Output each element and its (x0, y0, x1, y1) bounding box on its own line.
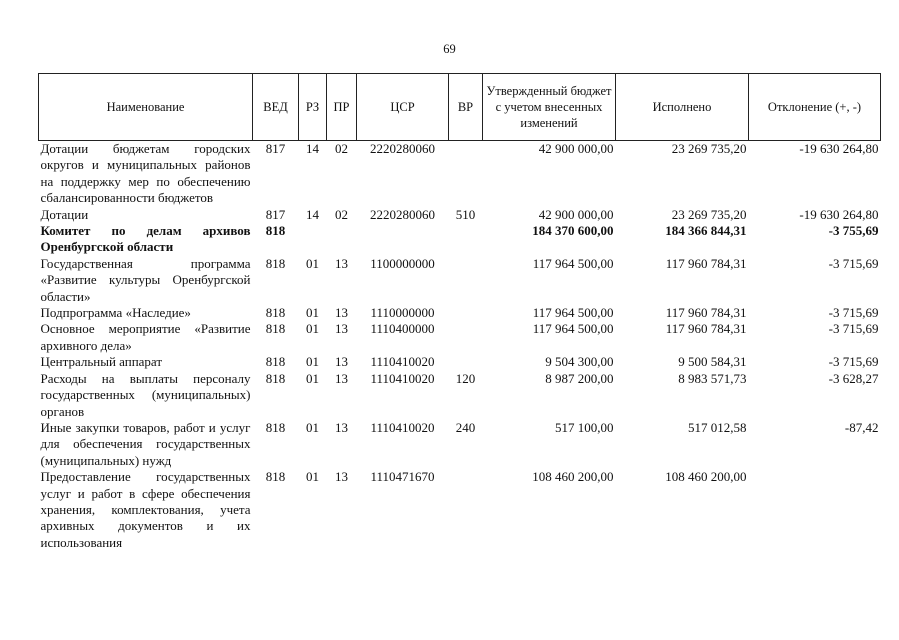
cell-pr: 13 (335, 419, 348, 435)
table-row (39, 321, 881, 354)
cell-budget: 108 460 200,00 (532, 469, 614, 485)
cell-vr (449, 469, 483, 551)
cell-deviation: -3 755,69 (828, 223, 879, 239)
cell-csr: 1110410020 (370, 370, 435, 386)
cell-budget: 117 964 500,00 (532, 321, 614, 337)
cell-rz (299, 223, 327, 256)
cell-vr (449, 354, 483, 370)
cell-ved: 818 (265, 255, 286, 271)
table-row (39, 256, 881, 305)
cell-rz: 01 (306, 321, 319, 337)
cell-executed: 117 960 784,31 (665, 255, 747, 271)
cell-budget: 117 964 500,00 (532, 255, 614, 271)
cell-name: Иные закупки товаров, работ и услуг для обеспечения государственных (муниципальных) нужд (40, 419, 251, 468)
cell-name: Расходы на выплаты персоналу государственных (муниципальных) органов (40, 370, 251, 419)
cell-ved: 818 (265, 370, 286, 386)
cell-ved: 817 (265, 206, 286, 222)
cell-ved: 818 (265, 354, 286, 370)
table-row (39, 223, 881, 256)
cell-rz: 01 (306, 354, 319, 370)
cell-ved: 817 (265, 141, 286, 156)
cell-deviation: -19 630 264,80 (799, 206, 879, 222)
budget-execution-table (38, 73, 881, 551)
header-executed: Исполнено (616, 74, 749, 141)
cell-vr: 120 (455, 370, 476, 386)
cell-rz: 01 (306, 419, 319, 435)
table-header (39, 74, 881, 141)
cell-csr: 1110471670 (370, 469, 435, 485)
cell-vr (449, 256, 483, 305)
cell-csr: 2220280060 (370, 141, 435, 156)
cell-budget: 117 964 500,00 (532, 305, 614, 321)
cell-rz: 14 (306, 141, 319, 156)
cell-deviation: -3 715,69 (828, 255, 879, 271)
cell-pr: 13 (335, 305, 348, 321)
header-rz: РЗ (299, 74, 327, 141)
cell-rz: 01 (306, 469, 319, 485)
cell-pr (327, 223, 357, 256)
cell-budget: 42 900 000,00 (538, 206, 614, 222)
header-budget: Утвержденный бюджет с учетом внесенных изменений (483, 74, 616, 141)
cell-ved: 818 (265, 419, 286, 435)
cell-name: Предоставление государственных услуг и работ в сфере обеспечения хранения, комплектования, учета архивных документов и их использования (40, 469, 251, 550)
header-ved: ВЕД (253, 74, 299, 141)
cell-deviation (749, 469, 881, 551)
cell-executed: 184 366 844,31 (665, 223, 747, 239)
table-row (39, 305, 881, 321)
cell-budget: 9 504 300,00 (545, 354, 614, 370)
cell-ved: 818 (265, 305, 286, 321)
cell-name: Государственная программа «Развитие культуры Оренбургской области» (40, 255, 251, 304)
cell-pr: 13 (335, 321, 348, 337)
cell-pr: 13 (335, 255, 348, 271)
header-row (39, 74, 881, 141)
table-body (39, 141, 881, 552)
header-deviation: Отклонение (+, -) (749, 74, 881, 141)
table-row (39, 141, 881, 207)
cell-rz: 01 (306, 370, 319, 386)
cell-budget: 184 370 600,00 (532, 223, 614, 239)
cell-executed: 517 012,58 (688, 419, 747, 435)
cell-executed: 108 460 200,00 (665, 469, 747, 485)
cell-deviation: -3 715,69 (828, 321, 879, 337)
cell-deviation: -87,42 (844, 419, 879, 435)
cell-pr: 13 (335, 469, 348, 485)
cell-name: Дотации бюджетам городских округов и муниципальных районов на поддержку мер по обеспечению сбалансированности бюджетов (40, 141, 251, 206)
cell-vr: 510 (455, 206, 476, 222)
table-row (39, 354, 881, 370)
table-row (39, 469, 881, 551)
cell-pr: 13 (335, 354, 348, 370)
cell-executed: 117 960 784,31 (665, 305, 747, 321)
table-row (39, 420, 881, 469)
cell-ved: 818 (265, 469, 286, 485)
cell-pr: 13 (335, 370, 348, 386)
cell-csr: 1100000000 (370, 255, 435, 271)
cell-name: Центральный аппарат (40, 354, 163, 370)
cell-csr: 1110410020 (370, 419, 435, 435)
cell-budget: 517 100,00 (555, 419, 614, 435)
cell-executed: 8 983 571,73 (678, 370, 747, 386)
cell-executed: 117 960 784,31 (665, 321, 747, 337)
cell-vr (449, 305, 483, 321)
cell-csr: 1110000000 (370, 305, 435, 321)
cell-ved: 818 (265, 223, 286, 239)
cell-csr: 1110410020 (370, 354, 435, 370)
header-csr: ЦСР (357, 74, 449, 141)
header-name: Наименование (39, 74, 253, 141)
page-number: 69 (443, 42, 456, 56)
cell-deviation: -3 628,27 (828, 370, 879, 386)
cell-executed: 23 269 735,20 (671, 141, 747, 156)
cell-budget: 42 900 000,00 (538, 141, 614, 156)
cell-executed: 9 500 584,31 (678, 354, 747, 370)
cell-ved: 818 (265, 321, 286, 337)
cell-vr: 240 (455, 419, 476, 435)
header-vr: ВР (449, 74, 483, 141)
cell-rz: 01 (306, 305, 319, 321)
cell-vr (449, 321, 483, 354)
cell-rz: 01 (306, 255, 319, 271)
cell-name: Подпрограмма «Наследие» (40, 305, 191, 321)
cell-csr: 1110400000 (370, 321, 435, 337)
cell-csr (357, 223, 449, 256)
cell-budget: 8 987 200,00 (545, 370, 614, 386)
cell-executed: 23 269 735,20 (671, 206, 747, 222)
cell-pr: 02 (335, 206, 348, 222)
cell-deviation: -3 715,69 (828, 354, 879, 370)
table-row (39, 207, 881, 223)
cell-vr (449, 223, 483, 256)
cell-name: Дотации (40, 206, 89, 222)
cell-csr: 2220280060 (370, 206, 435, 222)
cell-rz: 14 (306, 206, 319, 222)
cell-deviation: -3 715,69 (828, 305, 879, 321)
cell-name: Комитет по делам архивов Оренбургской области (40, 223, 251, 255)
cell-vr (449, 141, 483, 207)
cell-pr: 02 (335, 141, 348, 156)
table-row (39, 371, 881, 420)
cell-deviation: -19 630 264,80 (799, 141, 879, 156)
cell-name: Основное мероприятие «Развитие архивного дела» (40, 321, 251, 353)
header-pr: ПР (327, 74, 357, 141)
